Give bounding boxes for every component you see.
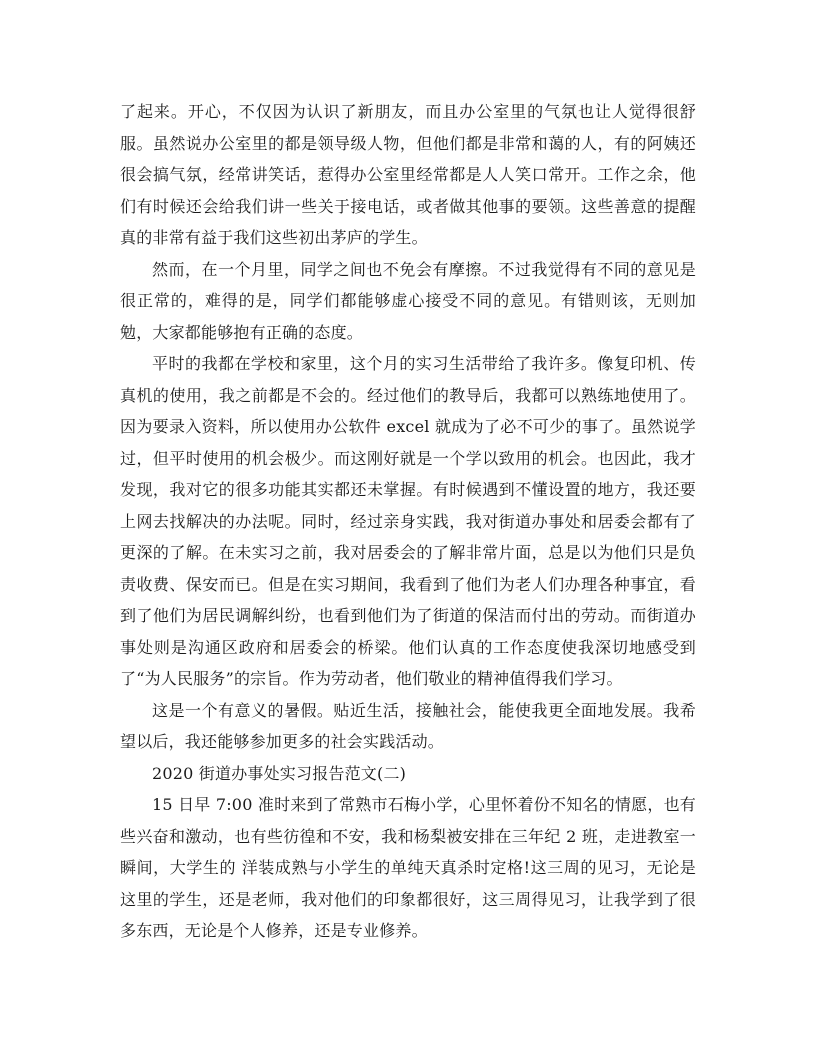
paragraph-3: 平时的我都在学校和家里，这个月的实习生活带给了我许多。像复印机、传真机的使用，我之前都是不会的。经过他们的教导后，我都可以熟练地使用了。因为要录入资料，所以使用办公软件 excel 就成为了必不可少的事了。虽然说学过，但平时使用的机会极少。而这刚好就是一个学以致用的机会。也因此，我才发现，我对它的很多功能其实都还未掌握。有时候遇到不懂设置的地方，我还要上网去找解决的办法呢。同时，经过亲身实践，我对街道办事处和居委会都有了更深的了解。在未实习之前，我对居委会的了解非常片面，总是以为他们只是负责收费、保安而已。但是在实习期间，我看到了他们为老人们办理各种事宜，看到了他们为居民调解纠纷，也看到他们为了街道的保洁而付出的劳动。而街道办事处则是沟通区政府和居委会的桥梁。他们认真的工作态度使我深切地感受到了“为人民服务”的宗旨。作为劳动者，他们敬业的精神值得我们学习。 <box>120 354 696 688</box>
section-heading: 2020 街道办事处实习报告范文(二) <box>152 763 407 783</box>
paragraph-1: 了起来。开心，不仅因为认识了新朋友，而且办公室里的气氛也让人觉得很舒服。虽然说办公室里的都是领导级人物，但他们都是非常和蔼的人，有的阿姨还很会搞气氛，经常讲笑话，惹得办公室里经常都是人人笑口常开。工作之余，他们有时候还会给我们讲一些关于接电话，或者做其他事的要领。这些善意的提醒真的非常有益于我们这些初出茅庐的学生。 <box>120 102 696 247</box>
document-page <box>120 96 696 947</box>
paragraph-5: 15 日早 7:00 准时来到了常熟市石梅小学，心里怀着份不知名的情愿，也有些兴奋和激动，也有些彷徨和不安，我和杨梨被安排在三年纪 2 班，走进教室一瞬间，大学生的 洋装成熟与小学生的单纯天真杀时定格!这三周的见习，无论是这里的学生，还是老师，我对他们的印象都很好，这三周得见习，让我学到了很多东西，无论是个人修养，还是专业修养。 <box>120 795 696 940</box>
paragraph-4: 这是一个有意义的暑假。贴近生活，接触社会，能使我更全面地发展。我希望以后，我还能够参加更多的社会实践活动。 <box>120 700 696 751</box>
paragraph-2: 然而，在一个月里，同学之间也不免会有摩擦。不过我觉得有不同的意见是很正常的，难得的是，同学们都能够虚心接受不同的意见。有错则该，无则加勉，大家都能够抱有正确的态度。 <box>120 259 696 342</box>
